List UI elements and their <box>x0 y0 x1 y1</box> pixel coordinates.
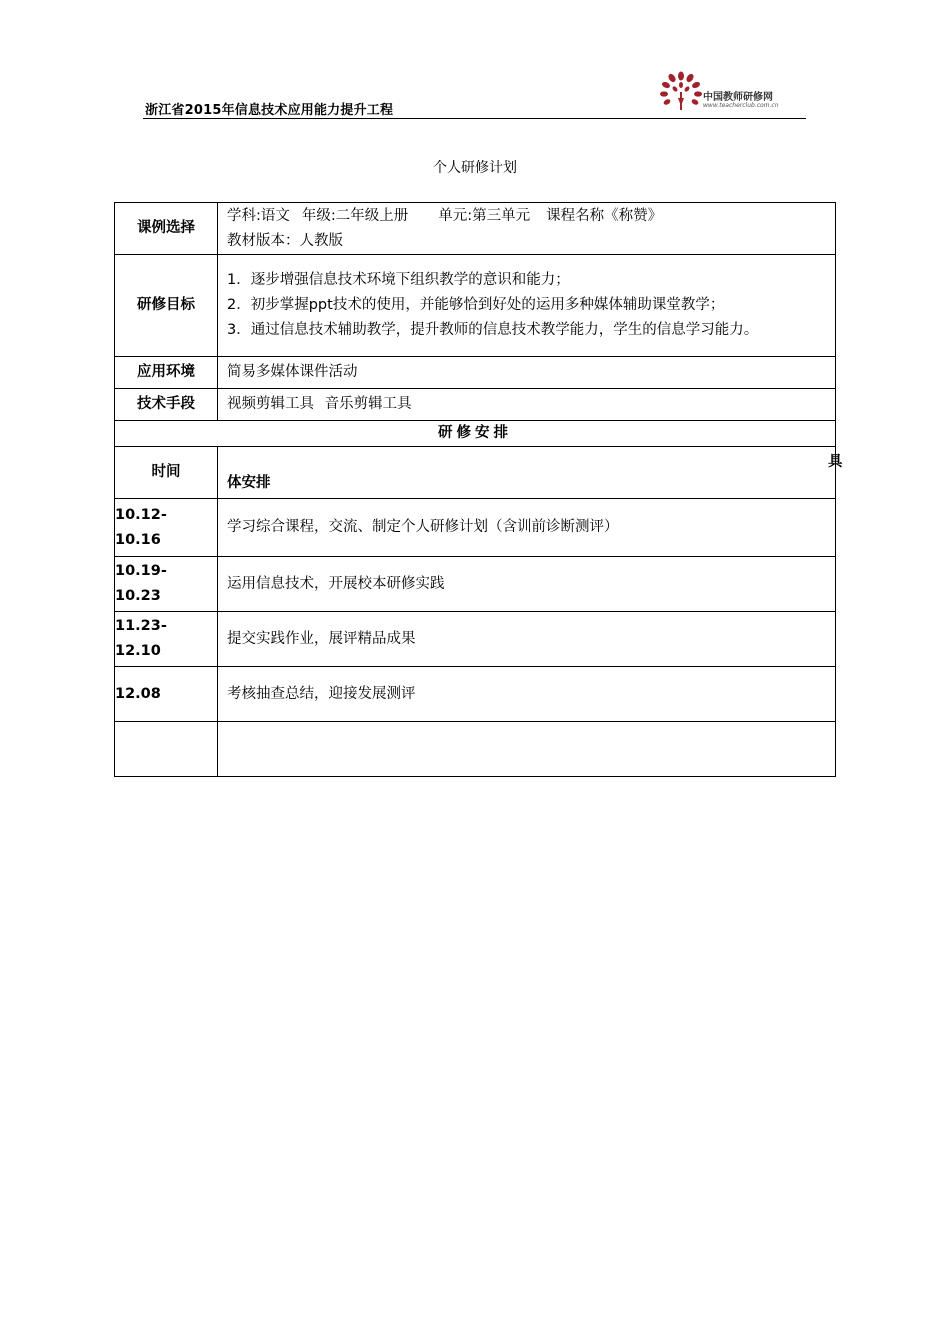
tool-music: 音乐剪辑工具 <box>324 396 412 412</box>
course-selection-cell <box>218 203 836 255</box>
schedule-date <box>115 499 218 557</box>
logo-url: www.teacherclub.com.cn <box>703 102 779 109</box>
unit-text: 单元:第三单元 <box>438 207 531 224</box>
date-start: 10.19- <box>115 563 167 579</box>
schedule-section-title: 研修安排 <box>115 421 836 447</box>
schedule-plan: 运用信息技术，开展校本研修实践 <box>218 557 836 612</box>
table-row <box>115 357 836 389</box>
header-title: 浙江省2015年信息技术应用能力提升工程 <box>145 103 394 118</box>
schedule-plan: 提交实践作业，展评精品成果 <box>218 612 836 667</box>
table-row <box>115 255 836 357</box>
logo-flower-icon <box>657 70 705 116</box>
date-end: 12.10 <box>115 643 161 659</box>
date-start: 12.08 <box>115 685 161 702</box>
edition-text: 教材版本：人教版 <box>227 232 343 249</box>
tools-cell <box>218 389 836 421</box>
schedule-date <box>115 612 218 667</box>
course-name-text: 课程名称《称赞》 <box>546 207 663 224</box>
date-start: 11.23- <box>115 618 167 634</box>
table-row <box>115 667 836 722</box>
empty-cell <box>218 722 836 777</box>
logo <box>657 70 817 116</box>
document-title: 个人研修计划 <box>433 160 517 176</box>
date-end: 10.16 <box>115 531 161 548</box>
column-header-time: 时间 <box>115 447 218 499</box>
tool-video: 视频剪辑工具 <box>227 396 314 412</box>
course-info-line <box>227 204 829 229</box>
table-row <box>115 557 836 612</box>
goal-item: 1．逐步增强信息技术环境下组织教学的意识和能力； <box>227 272 570 288</box>
schedule-plan: 考核抽查总结，迎接发展测评 <box>218 667 836 722</box>
table-row <box>115 203 836 255</box>
table-row <box>115 421 836 447</box>
row-label-environment: 应用环境 <box>115 357 218 389</box>
stray-character: 具 <box>828 454 843 470</box>
environment-value: 简易多媒体课件活动 <box>218 357 836 389</box>
date-end: 10.23 <box>115 588 161 604</box>
empty-cell <box>115 722 218 777</box>
row-label-course-selection: 课例选择 <box>115 203 218 255</box>
table-row <box>115 389 836 421</box>
schedule-plan: 学习综合课程，交流、制定个人研修计划（含训前诊断测评） <box>218 499 836 557</box>
subject-text: 学科:语文 <box>227 207 290 224</box>
column-header-plan: 体安排 <box>218 447 836 499</box>
row-label-goals: 研修目标 <box>115 255 218 357</box>
row-label-tools: 技术手段 <box>115 389 218 421</box>
study-plan-table <box>114 202 836 777</box>
table-row <box>115 499 836 557</box>
schedule-date <box>115 667 218 722</box>
table-row <box>115 722 836 777</box>
grade-text: 年级:二年级上册 <box>301 207 409 224</box>
table-row <box>115 612 836 667</box>
goal-item: 3．通过信息技术辅助教学，提升教师的信息技术教学能力，学生的信息学习能力。 <box>227 322 759 338</box>
logo-name: 中国教师研修网 <box>703 92 773 103</box>
schedule-date <box>115 557 218 612</box>
date-start: 10.12- <box>115 506 167 523</box>
table-row <box>115 447 836 499</box>
header-divider <box>143 118 806 119</box>
goal-item: 2．初步掌握ppt技术的使用，并能够恰到好处的运用多种媒体辅助课堂教学； <box>227 297 725 313</box>
goals-cell <box>218 255 836 357</box>
